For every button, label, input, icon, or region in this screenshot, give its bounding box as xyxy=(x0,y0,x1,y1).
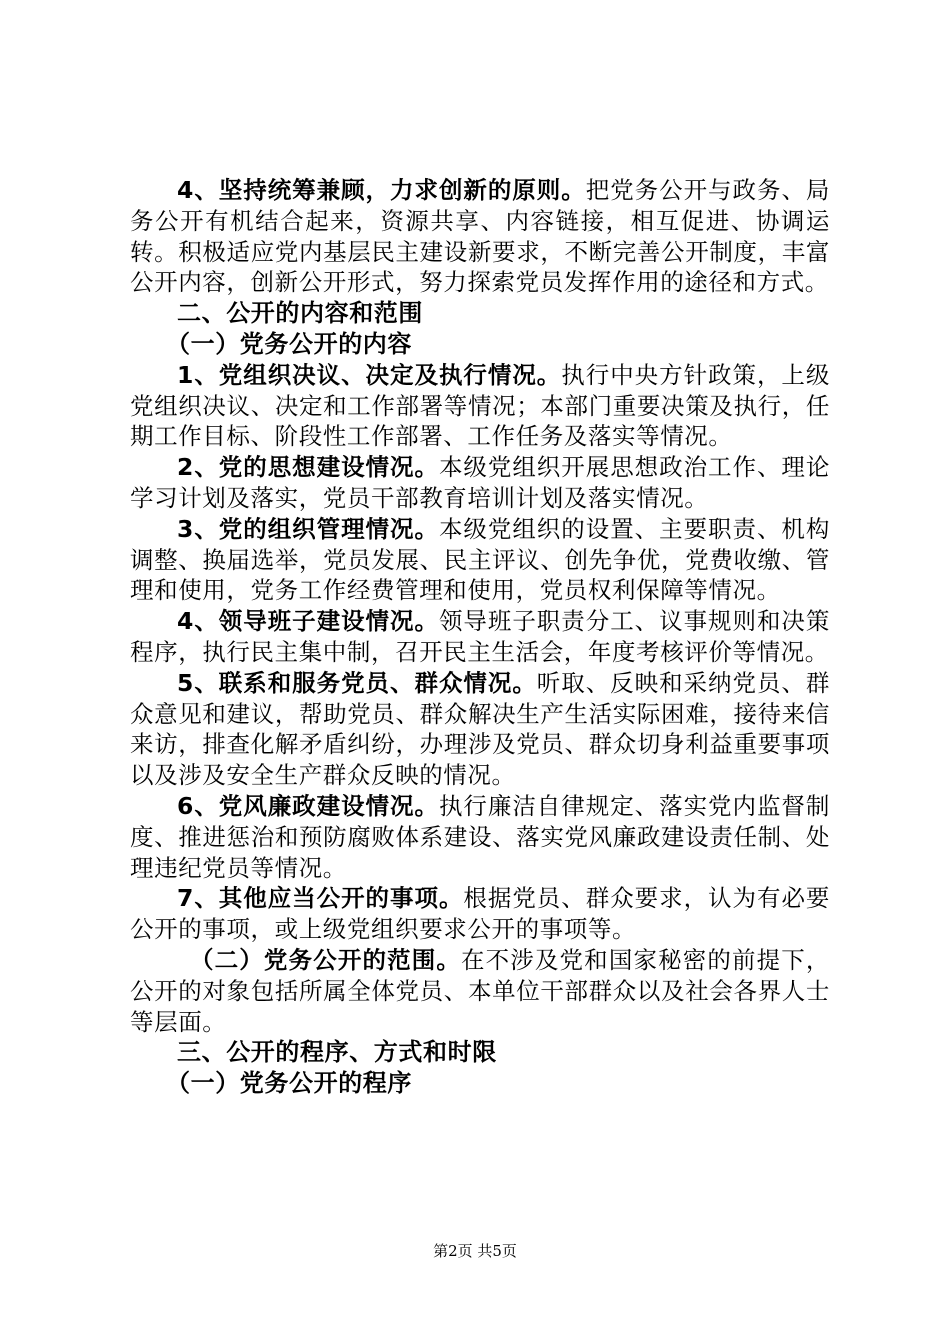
paragraph-lead: 4、坚持统筹兼顾，力求创新的原则。 xyxy=(177,176,586,204)
section-heading-2: 二、公开的内容和范围 xyxy=(177,299,423,328)
paragraph-principle-4 xyxy=(130,175,830,298)
page-number-footer: 第2页 共5页 xyxy=(433,1242,517,1260)
paragraph-lead: 3、党的组织管理情况。 xyxy=(177,514,439,543)
section-heading-3: 三、公开的程序、方式和时限 xyxy=(177,1038,497,1067)
paragraph-lead: 6、党风廉政建设情况。 xyxy=(177,791,439,820)
paragraph-content-7 xyxy=(130,883,830,945)
paragraph-body: 执行廉洁自律规定、落实党内监督制度、推进惩治和预防腐败体系建设、落实党风廉政建设责任制、处理违纪党员等情况。 xyxy=(130,791,830,882)
paragraph-body: 听取、反映和采纳党员、群众意见和建议，帮助党员、群众解决生产生活实际困难，接待来信来访，排查化解矛盾纠纷，办理涉及党员、群众切身利益重要事项以及涉及安全生产群众反映的情况。 xyxy=(130,668,830,790)
document-body xyxy=(130,175,830,1099)
paragraph-scope xyxy=(130,945,830,1037)
paragraph-lead: 5、联系和服务党员、群众情况。 xyxy=(177,668,537,697)
paragraph-body: 在不涉及党和国家秘密的前提下，公开的对象包括所属全体党员、本单位干部群众以及社会各界人士等层面。 xyxy=(130,945,830,1036)
paragraph-lead: 2、党的思想建设情况。 xyxy=(177,453,439,482)
paragraph-body: 本级党组织的设置、主要职责、机构调整、换届选举，党员发展、民主评议、创先争优，党费收缴、管理和使用，党务工作经费管理和使用，党员权利保障等情况。 xyxy=(130,514,830,605)
subsection-heading-3-1: （一）党务公开的程序 xyxy=(166,1069,412,1098)
paragraph-lead: （二）党务公开的范围。 xyxy=(190,945,461,974)
paragraph-content-4 xyxy=(130,606,830,668)
paragraph-body: 根据党员、群众要求，认为有必要公开的事项，或上级党组织要求公开的事项等。 xyxy=(130,884,831,944)
subsection-heading-2-1: （一）党务公开的内容 xyxy=(166,329,412,358)
paragraph-body: 执行中央方针政策，上级党组织决议、决定和工作部署等情况；本部门重要决策及执行，任期工作目标、阶段性工作部署、工作任务及落实等情况。 xyxy=(130,360,830,451)
paragraph-content-5 xyxy=(130,668,830,791)
paragraph-content-1 xyxy=(130,360,830,452)
paragraph-lead: 4、领导班子建设情况。 xyxy=(177,607,439,636)
paragraph-content-6 xyxy=(130,791,830,883)
paragraph-body: 领导班子职责分工、议事规则和决策程序，执行民主集中制，召开民主生活会，年度考核评价等情况。 xyxy=(130,607,830,666)
paragraph-body: 本级党组织开展思想政治工作、理论学习计划及落实，党员干部教育培训计划及落实情况。 xyxy=(130,453,830,512)
paragraph-lead: 7、其他应当公开的事项。 xyxy=(177,884,464,913)
paragraph-content-2 xyxy=(130,452,830,514)
paragraph-content-3 xyxy=(130,514,830,606)
paragraph-lead: 1、党组织决议、决定及执行情况。 xyxy=(177,360,562,389)
paragraph-body: 把党务公开与政务、局务公开有机结合起来，资源共享、内容链接，相互促进、协调运转。积极适应党内基层民主建设新要求，不断完善公开制度，丰富公开内容，创新公开形式，努力探索党员发挥作用的途径和方式。 xyxy=(130,176,831,297)
